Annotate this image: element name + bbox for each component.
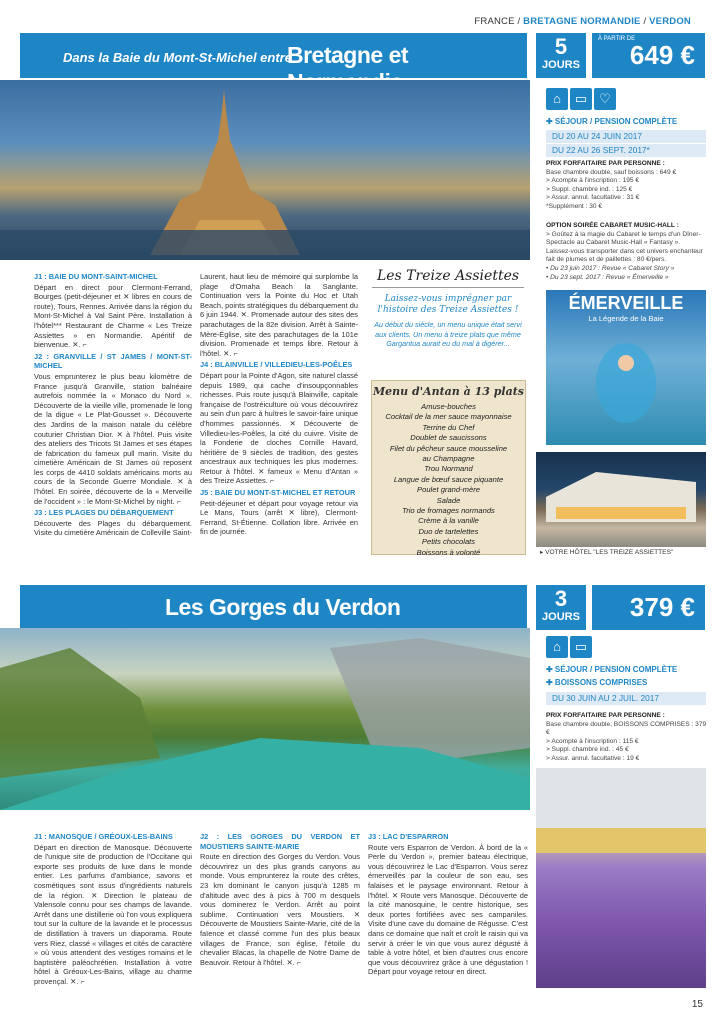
price-line: Base chambre double, sauf boissons : 649 €	[546, 168, 677, 176]
trip1-days-label: JOURS	[542, 59, 580, 71]
price-line: > Suppl. chambre ind. : 45 €	[546, 746, 629, 754]
emerveille-poster	[546, 290, 706, 445]
breadcrumb-country[interactable]: FRANCE	[474, 16, 515, 27]
emerveille-title: ÉMERVEILLE	[568, 293, 684, 313]
day-text: Départ en direction de Manosque. Découverte de l'unique site de production de l'Occitane qui exporte ses produits de luxe dans le monde entier. Les parfums d'ambiance, savons et cosmétiques sont issus d'ingrédients naturels de la région. ✕ Direction le plateau de Valensole connu pour ses champs de lavande. Arrêt dans une distillerie où l'on vous expliquera tout sur la culture de la lavande et le processus de distillation à travers un diaporama. Route vers Riez, classé « villages et cités de caractère » où vous attendent des vestiges romains et le baptistère paléochrétien. Installation à votre hôtel à Gréoux-Les-Bains, village au charme provençal. ✕. ⌐	[34, 842, 192, 986]
trip1-column-1	[34, 270, 192, 538]
breadcrumb-sep: /	[643, 16, 647, 27]
menu-item: Duo de tartelettes	[418, 526, 479, 536]
menu-item: Doublet de saucissons	[410, 433, 487, 443]
day-heading: J2 : LES GORGES DU VERDON ET MOUSTIERS SAINTE-MARIE	[200, 832, 360, 851]
trip1-price-head: PRIX FORFAITAIRE PAR PERSONNE :	[546, 160, 665, 167]
restaurant-intro: Au début du siècle, un menu unique était servi aux clients. Un menu à treize plats que même Gargantua aurait eu du mal à digérer...	[374, 320, 522, 348]
price-line: Base chambre double, BOISSONS COMPRISES : 379 €	[546, 720, 707, 737]
emerveille-subtitle: La Légende de la Baie	[588, 314, 664, 323]
hotel-caption: ▸ VOTRE HÔTEL "LES TREIZE ASSIETTES"	[540, 549, 674, 556]
menu-item: Salade	[436, 495, 461, 505]
trip2-column-2	[200, 830, 360, 967]
day-heading: J5 : BAIE DU MONT-ST-MICHEL ET RETOUR	[200, 488, 356, 498]
lavender-field-photo	[536, 768, 706, 988]
trip2-prices	[546, 712, 711, 764]
price-line: > Assur. annul. facultative : 19 €	[546, 754, 640, 762]
price-line: > Acompte à l'inscription : 195 €	[546, 177, 640, 185]
menu-item: Poulet grand-mère	[417, 485, 480, 495]
trip2-price-box	[592, 585, 705, 630]
breadcrumb-place[interactable]: VERDON	[649, 16, 691, 27]
breadcrumb-sep: /	[517, 16, 521, 27]
trip2-column-1	[34, 830, 192, 987]
verdon-gorges-photo	[0, 628, 530, 810]
trip2-days-box	[536, 585, 586, 630]
menu-item: Filet du pêcheur sauce mousseline	[389, 443, 508, 453]
trip1-subtitle: Dans la Baie du Mont-St-Michel entre	[63, 50, 292, 65]
trip1-title-bar	[20, 33, 527, 78]
menu-item: Petits chocolats	[421, 537, 476, 547]
menu-card	[371, 380, 526, 555]
option-line: > Goûtez à la magie du Cabaret le temps d'un Dîner-Spectacle au Cabaret Music-Hall « Fantasy ».	[546, 230, 701, 247]
breadcrumb-region[interactable]: BRETAGNE NORMANDIE	[523, 16, 641, 27]
menu-item: Langue de bœuf sauce piquante	[393, 474, 504, 484]
trip1-option-head: OPTION SOIRÉE CABARET MUSIC-HALL :	[546, 222, 679, 229]
trip1-dates	[546, 130, 706, 157]
menu-item: Trio de fromages normands	[402, 506, 495, 516]
menu-item: Terrine du Chef	[422, 422, 475, 432]
price-line: > Assur. annul. facultative : 31 €	[546, 194, 640, 202]
price-line: > Suppl. chambre ind. : 125 €	[546, 185, 633, 193]
hotel-photo	[536, 452, 706, 547]
trip2-column-3	[368, 830, 528, 977]
dancer-illustration	[546, 323, 706, 433]
trip1-price-label: À PARTIR DE	[598, 36, 636, 42]
price-line: > Acompte à l'inscription : 115 €	[546, 737, 639, 745]
day-heading: J1 : MANOSQUE / GRÉOUX-LES-BAINS	[34, 832, 173, 841]
day-heading: J3 : LES PLAGES DU DÉBARQUEMENT	[34, 508, 174, 518]
day-heading: J4 : BLAINVILLE / VILLEDIEU-LES-POÊLES	[200, 360, 353, 370]
trip2-days: 3	[554, 586, 568, 611]
day-text: Découverte des Plages du débarquement. Visite du cimetière Américain de Colleville Saint-	[34, 518, 193, 538]
trip1-option	[546, 222, 711, 282]
lavender-illustration	[536, 768, 706, 988]
menu-title: Menu d'Antan à 13 plats	[373, 385, 524, 398]
mont-saint-michel-photo	[0, 80, 530, 260]
trip1-prices	[546, 160, 711, 212]
day-text: Route vers Esparron de Verdon. À bord de la « Perle du Verdon », premier bateau électrique, vous découvrirez le Lac d'Esparron. Vous serez émerveillés par la couleur de son eau, ses falaises et le paysage environnant. Retour à l'hôtel. ✕ Route vers Manosque. Découverte de la cité manosquine, le centre historique, ses deux portes fortifiées avec ses campaniles. Visite d'une cave du domaine de Régusse. C'est dans ce domaine que naît et croît le raisin qui va servir à créer le vin que vous aurez dégusté à table à votre hôtel, et bien d'autres crus encore que vous découvrirez grâce à une dégustation ! Départ pour voyage retour en direct.	[368, 842, 528, 977]
trip1-days-box	[536, 33, 586, 78]
trip2-date-1: DU 30 JUIN AU 2 JUIL. 2017	[546, 692, 706, 705]
menu-items	[372, 402, 525, 558]
day-text: Petit-déjeuner et départ pour voyage retour via Le Mans, Tours (arrêt ✕ libre), Clermont-Ferrand, St-Étienne. Collation libre. Arrivée en fin de journée.	[200, 498, 358, 537]
feature-item: ✚ SÉJOUR / PENSION COMPLÈTE	[546, 665, 678, 674]
trip1-price: 649 €	[629, 40, 695, 70]
breadcrumb	[474, 16, 691, 27]
menu-item: Cocktail de la mer sauce mayonnaise	[385, 412, 512, 422]
menu-item: Crème à la vanille	[418, 516, 479, 526]
trip1-column-2	[200, 272, 358, 537]
trip1-feature: ✚ SÉJOUR / PENSION COMPLÈTE	[546, 117, 678, 126]
mont-saint-michel-illustration	[0, 80, 530, 260]
page-number: 15	[691, 999, 703, 1010]
restaurant-promo	[372, 268, 524, 349]
trip2-features	[546, 663, 677, 689]
heart-icon: ♡	[594, 88, 616, 110]
bus-icon: ▭	[570, 636, 592, 658]
trip2-title-bar	[20, 585, 527, 630]
option-line: • Du 23 sept. 2017 : Revue « Émerveille »	[546, 273, 669, 281]
option-line: • Du 23 juin 2017 : Revue « Cabaret Story »	[546, 264, 675, 272]
hotel-illustration	[536, 452, 706, 547]
trip2-days-label: JOURS	[542, 611, 580, 623]
trip1-date-1: DU 20 AU 24 JUIN 2017	[546, 130, 706, 143]
trip1-price-box	[592, 33, 705, 78]
day-text: Route en direction des Gorges du Verdon. Vous découvrirez un des plus grands canyons au monde. Vous emprunterez la route des crêtes, 23 km dominant le canyon jusqu'à 1285 m d'altitude avec des à pics à 700 m desquels vous dominerez le Verdon. Arrêt au point sublime. Continuation vers Moustiers. ✕ Découverte de Moustiers Sainte-Marie, cité de la faïence et classé comme l'un des plus beaux villages de France, son église, l'étoile du chevalier Blacas, la chapelle de Notre Dame de Beauvoir. Retour à l'hôtel. ✕. ⌐	[200, 852, 360, 967]
hotel-icon: ⌂	[546, 636, 568, 658]
verdon-illustration	[0, 628, 530, 810]
trip2-title: Les Gorges du Verdon	[165, 594, 401, 620]
trip2-dates	[546, 692, 706, 705]
menu-item: Amuse-bouches	[421, 402, 476, 411]
feature-item: ✚ BOISSONS COMPRISES	[546, 678, 648, 687]
day-text: Vous emprunterez le plus beau kilomètre de France jusqu'à Granville, station balnéaire autrefois nommée la « Monaco du Nord ». Découverte de la vieille ville, promenade le long de la digue « Le Plat-Gousset ». Découverte des Jardins de la maison natale du célèbre couturier Christian Dior. ✕ à l'hôtel. Puis visite des ateliers des Tricots St James et ses étapes de fabrication du fameux pull marin. Visite du cimetière Américain de St James où reposent les corps de 4410 soldats américains morts au cours de la Seconde Guerre Mondiale. ✕ à l'hôtel. En soirée, découverte de la « Merveille de l'occident » : le Mont-St-Michel by night. ⌐	[34, 371, 192, 506]
day-heading: J3 : LAC D'ESPARRON	[368, 832, 449, 841]
day-text: Départ en direct pour Clermont-Ferrand, Bourges (petit-déjeuner et ✕ libres en cours de route), Tours, Rennes. Arrivée dans la région du Mont-St-Michel à Val Saint Père. Installation à l'hôtel*** Restaurant de Charme « Les Treize Assiettes » en Normandie. Apéritif de bienvenue. ✕. ⌐	[34, 282, 192, 350]
restaurant-logo: Les Treize Assiettes	[372, 268, 524, 288]
trip2-price: 379 €	[629, 592, 695, 622]
trip2-price-head: PRIX FORFAITAIRE PAR PERSONNE :	[546, 712, 665, 719]
price-line: *Supplément : 30 €	[546, 202, 603, 210]
day-heading: J2 : GRANVILLE / ST JAMES / MONT-ST-MICHEL	[34, 351, 192, 371]
day-text: Départ pour la Pointe d'Agon, site naturel classé depuis 1989, qui cache d'insoupçonnables richesses. Puis route jusqu'à Blainville, capitale française de l'ostréiculture où vous découvrirez au sein d'un parc à huîtres le savoir-faire unique d'hommes passionnés. ✕ Découverte de Villedieu-les-Poêles, la cité du cuivre. Visite de la Fonderie de cloches Cornille Havard, héritière de 9 siècles de tradition, des gestes ancestraux aux techniques les plus modernes. Retour à l'hôtel. ✕ fameux « Menu d'Antan » des Treize Assiettes. ⌐	[200, 370, 358, 486]
hotel-icon: ⌂	[546, 88, 568, 110]
trip1-days: 5	[554, 34, 568, 59]
trip1-date-2: DU 22 AU 26 SEPT. 2017*	[546, 144, 706, 157]
option-line: Laissez-vous transporter dans cet univers enchanteur fait de plumes et de paillettes : 80 €/pers.	[546, 247, 703, 264]
trip1-title: Bretagne et	[287, 42, 409, 68]
bus-icon: ▭	[570, 88, 592, 110]
day-heading: J1 : BAIE DU MONT-SAINT-MICHEL	[34, 272, 158, 281]
day-text: Laurent, haut lieu de mémoire qui surplombe la plage d'Omaha Beach la Sanglante. Continuation vers la Pointe du Hoc et Utah Beach, points stratégiques du débarquement du 6 juin 1944. ✕. Promenade autour des sites des parachutages de la 82e division. Arrêt à Sainte-Mère-Église, site des parachutages de la 101e division. Promenade et temps libre. Retour à l'hôtel. ✕. ⌐	[200, 272, 358, 358]
menu-item: Trou Normand	[424, 464, 473, 474]
restaurant-tagline: Laissez-vous imprégner par l'histoire des Treize Assiettes !	[377, 294, 519, 315]
menu-item: au Champagne	[422, 454, 475, 464]
menu-item: Boissons à volonté	[416, 547, 481, 557]
